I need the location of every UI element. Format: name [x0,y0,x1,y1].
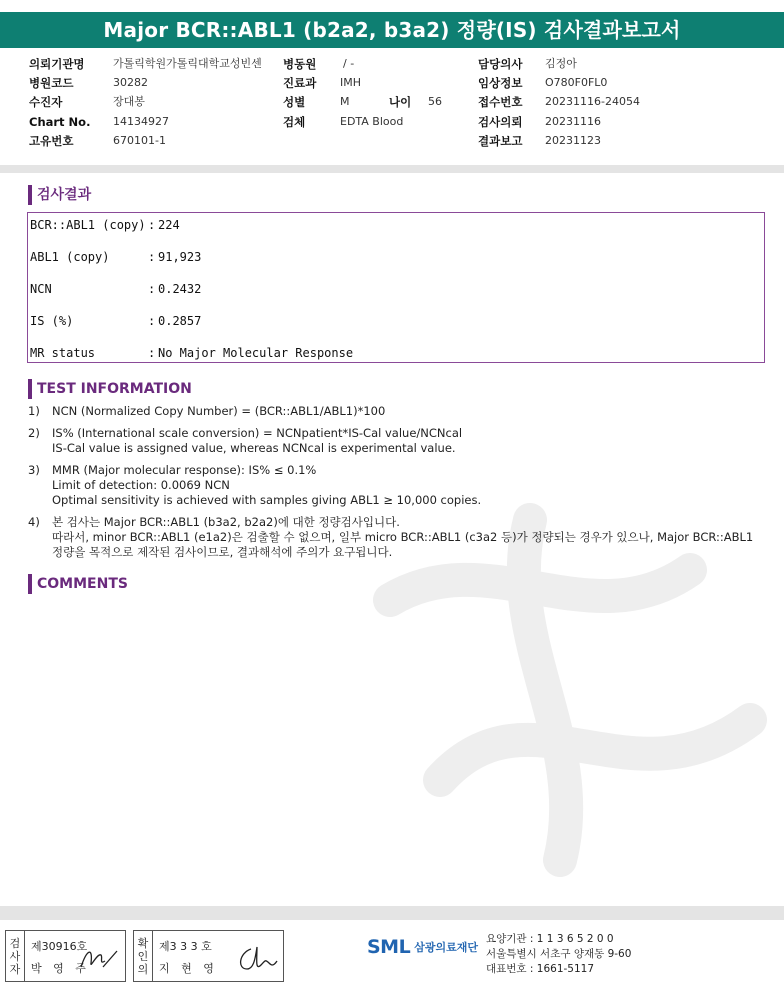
section-divider [0,165,784,173]
ward-label: 병동원 [283,57,317,71]
unique-no-label: 고유번호 [29,134,74,148]
category-char: 사 [9,949,21,963]
test-request-value: 20231116 [545,115,601,128]
test-info-line: 본 검사는 Major BCR::ABL1 (b3a2, b2a2)에 대한 정량검사입니다. [52,515,400,529]
requesting-institution-label: 의뢰기관명 [29,57,85,71]
test-info-line: Limit of detection: 0.0069 NCN [52,478,230,492]
test-info-line: 따라서, minor BCR::ABL1 (e1a2)은 검출할 수 없으며, 일부 micro BCR::ABL1 (c3a2 등)가 정량되는 경우가 있으나, Major BCR::ABL1 [52,530,754,544]
clinical-info-label: 임상정보 [478,76,523,90]
result-key: IS (%) [30,314,74,328]
result-value: 0.2432 [158,282,202,296]
confirmer-details [153,931,283,981]
inspector-sign-box [5,930,126,982]
footer-content [0,920,784,988]
result-key: NCN [30,282,52,296]
test-info-item [28,426,768,456]
category-char: 확 [137,936,149,950]
comments-heading: COMMENTS [28,574,128,594]
result-key: ABL1 (copy) [30,250,110,264]
org-line: 요양기관 : 1 1 3 6 5 2 0 0 [486,933,614,945]
org-line: 대표번호 : 1661-5117 [486,963,595,975]
organization-info [486,932,631,977]
receipt-no-label: 접수번호 [478,95,523,109]
result-colon: : [148,282,156,296]
age-value: 56 [428,95,442,108]
sml-logo [367,936,478,958]
test-info-line: IS% (International scale conversion) = NCNpatient*IS-Cal value/NCNcal [52,426,463,440]
confirmer-license-no: 제3 3 3 호 [159,940,212,953]
result-value: No Major Molecular Response [158,346,354,360]
result-report-value: 20231123 [545,134,601,147]
test-request-label: 검사의뢰 [478,115,523,129]
inspector-category [6,931,25,981]
test-info-line: MMR (Major molecular response): IS% ≤ 0.1% [52,463,317,477]
org-line: 서울특별시 서초구 양재동 9-60 [486,948,632,960]
ward-value: / - [343,57,355,70]
category-char: 의 [137,962,149,976]
result-value: 91,923 [158,250,202,264]
result-key: BCR::ABL1 (copy) [30,218,146,232]
result-key: MR status [30,346,96,360]
result-colon: : [148,218,156,232]
test-info-list [28,404,768,567]
specimen-label: 검체 [283,115,306,129]
inspector-license-no: 제30916호 [31,940,88,953]
sex-label: 성별 [283,95,306,109]
logo-text: 삼광의료재단 [414,941,478,954]
test-info-line: 정량을 목적으로 제작된 검사이므로, 결과해석에 주의가 요구됩니다. [52,545,393,559]
confirmer-name: 지 현 영 [159,962,218,975]
department-label: 진료과 [283,76,317,90]
category-char: 인 [137,949,149,963]
test-info-number: 4) [28,515,40,529]
footer [0,906,784,988]
result-report-label: 결과보고 [478,134,523,148]
report-title: Major BCR::ABL1 (b2a2, b3a2) 정량(IS) 검사결과보고서 [0,12,784,48]
chart-no-value: 14134927 [113,115,169,128]
test-info-item [28,463,768,508]
result-colon: : [148,250,156,264]
inspector-details [25,931,125,981]
sex-value: M [340,95,350,108]
age-label: 나이 [389,95,412,109]
chart-no-label: Chart No. [29,115,91,129]
confirmer-signature [235,943,279,975]
department-value: IMH [340,76,362,89]
test-info-line: NCN (Normalized Copy Number) = (BCR::ABL1/ABL1)*100 [52,404,386,418]
test-info-number: 1) [28,404,40,418]
results-box [27,212,765,363]
result-value: 224 [158,218,180,232]
test-info-number: 2) [28,426,40,440]
patient-label: 수진자 [29,95,63,109]
patient-value: 장대봉 [113,95,145,108]
test-info-item [28,515,768,560]
clinical-info-value: O780F0FL0 [545,76,608,89]
result-colon: : [148,346,156,360]
result-colon: : [148,314,156,328]
test-info-number: 3) [28,463,40,477]
attending-doctor-label: 담당의사 [478,57,523,71]
inspector-signature [77,943,121,975]
category-char: 검 [9,936,21,950]
test-info-line: Optimal sensitivity is achieved with samples giving ABL1 ≥ 10,000 copies. [52,493,482,507]
hospital-code-value: 30282 [113,76,148,89]
test-info-heading: TEST INFORMATION [28,379,192,399]
logo-mark: SML [367,936,411,958]
specimen-value: EDTA Blood [340,115,404,128]
attending-doctor-value: 김정아 [545,57,577,70]
inspector-name: 박 영 주 [31,962,90,975]
hospital-code-label: 병원코드 [29,76,74,90]
test-info-item [28,404,768,419]
confirmer-category [134,931,153,981]
result-value: 0.2857 [158,314,202,328]
requesting-institution-value: 가톨릭학원가톨릭대학교성빈센 [113,57,262,70]
patient-info-section [0,52,784,165]
category-char: 자 [9,962,21,976]
results-heading: 검사결과 [28,185,91,205]
confirmer-sign-box [133,930,284,982]
unique-no-value: 670101-1 [113,134,166,147]
receipt-no-value: 20231116-24054 [545,95,640,108]
test-info-line: IS-Cal value is assigned value, whereas NCNcal is experimental value. [52,441,456,455]
